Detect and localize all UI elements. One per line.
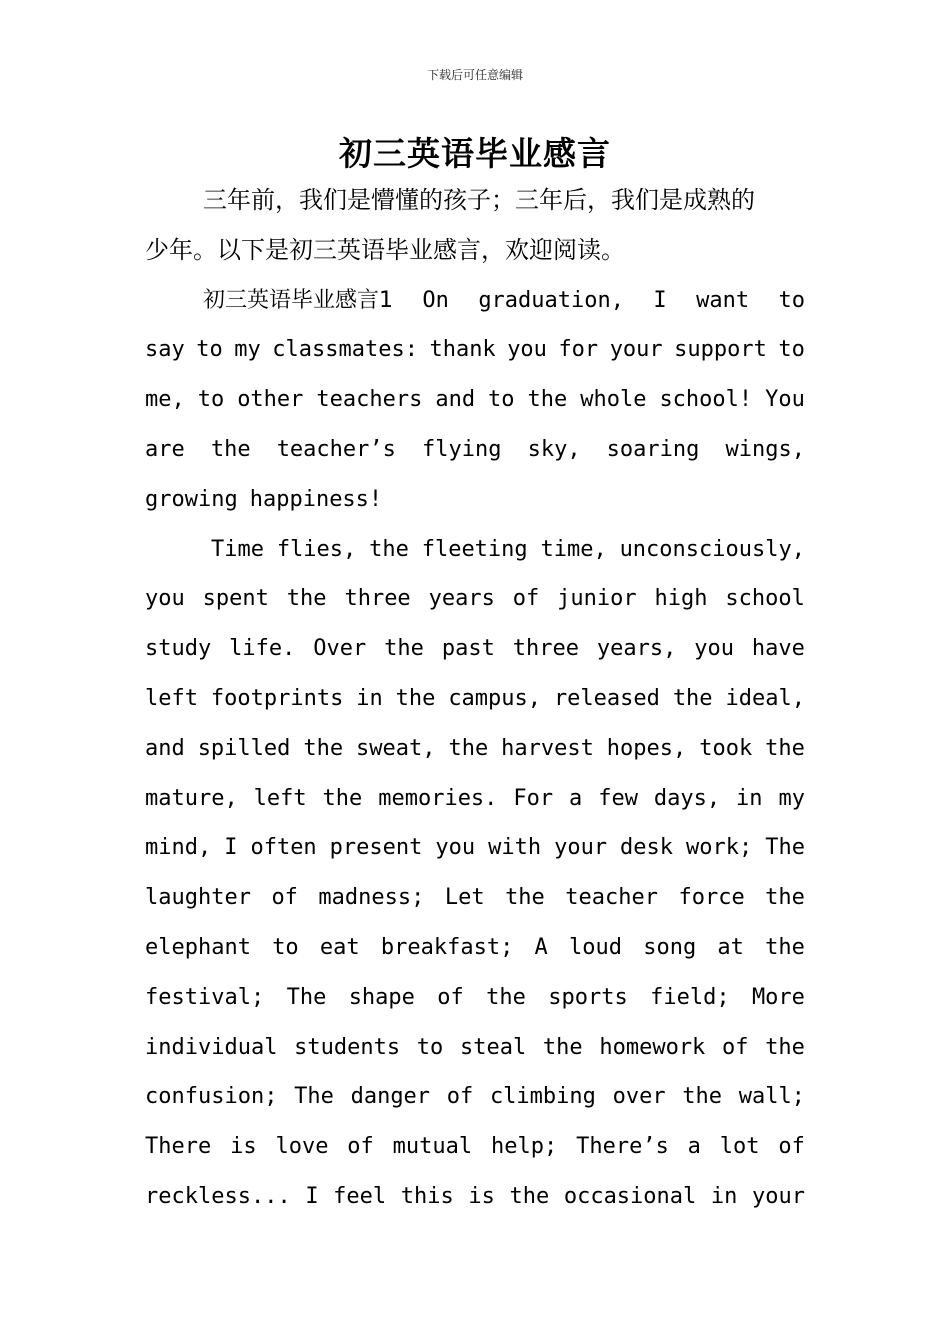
text-line (145, 873, 805, 923)
word: feel (333, 1183, 387, 1209)
word: help; (491, 1134, 558, 1160)
word: school (725, 586, 805, 612)
word: years (428, 586, 495, 612)
word: the (210, 436, 251, 462)
word: the (369, 536, 409, 562)
word: to (778, 337, 805, 363)
word: spilled (197, 735, 291, 761)
word: individual (145, 1034, 278, 1060)
word: school! (659, 387, 753, 413)
word: I (224, 835, 238, 861)
word: with (488, 835, 542, 861)
word: mind, (145, 835, 212, 861)
text-line (145, 375, 805, 425)
word: past (441, 636, 495, 662)
text-line (145, 624, 805, 674)
word: the (286, 586, 327, 612)
word: 初三英语毕业感言1 (203, 287, 393, 313)
word: released (553, 685, 660, 711)
word: study (145, 636, 212, 662)
word: I (653, 287, 667, 313)
word: of (722, 1034, 749, 1060)
word: whole (580, 387, 647, 413)
word: your (554, 835, 608, 861)
text-line (145, 1023, 805, 1073)
word: shape (348, 984, 415, 1010)
word: mature, (145, 785, 238, 811)
text-line (145, 973, 805, 1023)
word: life. (229, 636, 296, 662)
word: laughter (145, 885, 251, 911)
text-line (145, 176, 805, 226)
word: the (765, 735, 805, 761)
word: my (778, 785, 805, 811)
word: time, (540, 536, 607, 562)
word: ideal, (725, 685, 805, 711)
word: the (395, 685, 436, 711)
word: the (486, 984, 526, 1010)
word: to (196, 337, 223, 363)
word: the (527, 387, 568, 413)
word: is (468, 1183, 495, 1209)
word: unconsciously, (619, 536, 805, 562)
text-line (145, 1122, 805, 1172)
text-line (145, 923, 805, 973)
word: few (598, 785, 638, 811)
word: The (765, 835, 805, 861)
word: high (654, 586, 708, 612)
word: over (612, 1084, 666, 1110)
header-note: 下载后可任意编辑 (426, 68, 523, 82)
word: left (145, 685, 198, 711)
word: elephant (145, 934, 251, 960)
word: the (384, 636, 424, 662)
text-line (145, 425, 805, 475)
word: days, (653, 785, 721, 811)
text-line (145, 325, 805, 375)
word: I (305, 1183, 319, 1209)
word: There’s (576, 1134, 669, 1160)
word: your (752, 1183, 805, 1209)
word: fleeting (421, 536, 528, 562)
word: of (446, 1084, 474, 1110)
word: the (322, 785, 363, 811)
word: to (488, 387, 515, 413)
word: You (765, 387, 805, 413)
word: teacher (565, 885, 658, 911)
word: The (286, 984, 327, 1010)
word: sweat, (356, 735, 436, 761)
word: to (416, 1034, 444, 1060)
word: you (507, 337, 547, 363)
word: for (558, 337, 599, 363)
text-line (145, 276, 805, 326)
word: spent (202, 586, 269, 612)
word: flying (422, 436, 502, 462)
word: is (230, 1134, 257, 1160)
word: the (765, 934, 805, 960)
text-line (145, 574, 805, 624)
word: sports (548, 984, 628, 1010)
word: the (765, 885, 805, 911)
text-segment: 少年。以下是初三英语毕业感言，欢迎阅读。 (145, 235, 625, 264)
word: thank (429, 337, 496, 363)
word: the (448, 735, 489, 761)
word: steal (459, 1034, 527, 1060)
word: students (294, 1034, 401, 1060)
word: you (694, 636, 734, 662)
word: memories. (378, 785, 498, 811)
word: other (237, 387, 304, 413)
word: growing (145, 486, 238, 512)
word: teacher’s (276, 436, 396, 462)
word: you (145, 586, 185, 612)
word: classmates: (272, 337, 418, 363)
document-title: 初三英语毕业感言 (339, 134, 611, 173)
word: the (509, 1183, 550, 1209)
word: your (609, 337, 663, 363)
word: the (672, 685, 713, 711)
word: campus, (448, 685, 542, 711)
word: wings, (725, 436, 805, 462)
word: occasional (563, 1183, 697, 1209)
word: The (294, 1084, 334, 1110)
text-line (145, 226, 805, 276)
word: you (435, 835, 476, 861)
text-line (145, 823, 805, 873)
word: the (542, 1034, 583, 1060)
word: song (643, 934, 697, 960)
word: three (512, 636, 579, 662)
word: More (751, 984, 805, 1010)
word: the (682, 1084, 723, 1110)
word: On (422, 287, 449, 313)
word: climbing (489, 1084, 596, 1110)
word: sky, (527, 436, 581, 462)
word: the (765, 1034, 805, 1060)
word: and (145, 735, 185, 761)
text-line (145, 475, 805, 525)
word: are (145, 436, 185, 462)
word: say (145, 337, 185, 363)
word: wall; (738, 1084, 805, 1110)
word: Over (313, 636, 367, 662)
word: Time (211, 536, 264, 562)
word: of (512, 586, 540, 612)
text-line (145, 724, 805, 774)
word: homework (599, 1034, 706, 1060)
word: and (435, 387, 476, 413)
word: the (505, 885, 545, 911)
word: festival; (145, 984, 265, 1010)
word: For (513, 785, 554, 811)
word: madness; (318, 885, 425, 911)
word: want (696, 287, 750, 313)
word: reckless... (145, 1183, 291, 1209)
word: junior (557, 586, 637, 612)
word: breakfast; (380, 934, 514, 960)
word: work; (686, 835, 753, 861)
text-segment: 三年前，我们是懵懂的孩子；三年后，我们是成熟的 (203, 186, 755, 214)
word: in (736, 785, 763, 811)
word: mutual (392, 1134, 473, 1160)
word: of (347, 1134, 374, 1160)
word: in (356, 685, 383, 711)
word: confusion; (145, 1084, 278, 1110)
word: eat (319, 934, 360, 960)
word: soaring (606, 436, 700, 462)
word: of (437, 984, 464, 1010)
word: three (344, 586, 411, 612)
word: Let (444, 885, 485, 911)
word: at (717, 934, 744, 960)
word: desk (620, 835, 674, 861)
word: force (678, 885, 745, 911)
word: often (250, 835, 317, 861)
word: a (687, 1134, 701, 1160)
word: took (699, 735, 753, 761)
word: this (400, 1183, 454, 1209)
word: me, (145, 387, 185, 413)
text-line (145, 1172, 805, 1222)
word: flies, (276, 536, 357, 562)
word: years, (596, 636, 677, 662)
word: love (275, 1134, 329, 1160)
word: loud (569, 934, 622, 960)
word: There (145, 1134, 212, 1160)
word: danger (350, 1084, 431, 1110)
word: have (751, 636, 805, 662)
text-line (145, 1072, 805, 1122)
word: to (778, 287, 805, 313)
text-line (145, 774, 805, 824)
word: harvest (501, 735, 594, 761)
word: support (674, 337, 767, 363)
text-line (145, 525, 805, 575)
word: of (778, 1134, 805, 1160)
word: a (569, 785, 583, 811)
word: the (303, 735, 344, 761)
word: hopes, (606, 735, 687, 761)
word: A (534, 934, 548, 960)
word: teachers (316, 387, 423, 413)
word: left (253, 785, 307, 811)
word: happiness! (249, 486, 383, 512)
word: graduation, (478, 287, 625, 313)
word: footprints (210, 685, 344, 711)
text-line (145, 674, 805, 724)
word: to (272, 934, 299, 960)
word: of (271, 885, 298, 911)
word: field; (650, 984, 730, 1010)
word: in (710, 1183, 738, 1209)
word: present (329, 835, 423, 861)
word: lot (719, 1134, 760, 1160)
word: to (197, 387, 225, 413)
word: my (234, 337, 261, 363)
document-body (145, 176, 805, 1222)
